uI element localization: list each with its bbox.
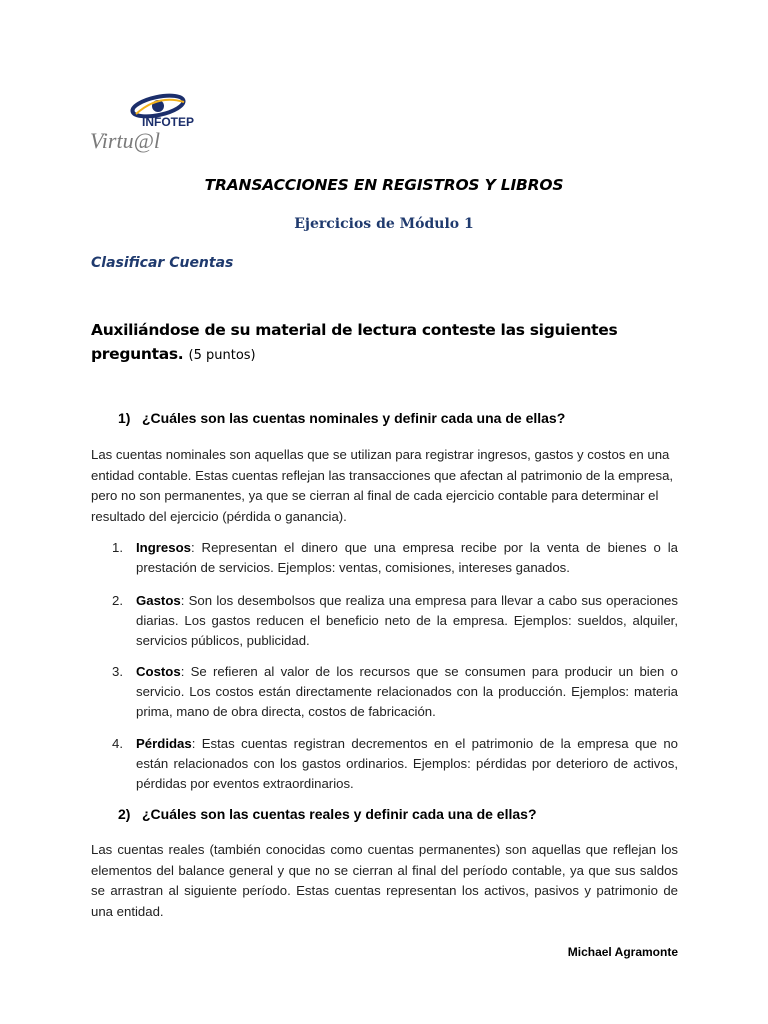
- question-2: [118, 806, 537, 822]
- logo-graphic: [88, 92, 198, 154]
- list-item-term: Ingresos: [136, 540, 191, 555]
- instructions-text: Auxiliándose de su material de lectura conteste las siguientes preguntas.: [91, 321, 618, 363]
- list-item: [112, 734, 678, 794]
- list-item: [112, 662, 678, 722]
- list-item-term: Pérdidas: [136, 736, 192, 751]
- section-heading: Clasificar Cuentas: [91, 255, 234, 271]
- author-name: Michael Agramonte: [567, 945, 678, 959]
- list-item-number: 1.: [112, 540, 123, 555]
- list-item: [112, 538, 678, 578]
- list-item-text: : Se refieren al valor de los recursos que se consumen para producir un bien o servicio. Los costos están directamente relacionados con la producción. Ejemplos: materia prima, mano de obra directa, costos de fabricación.: [136, 664, 678, 719]
- list-item-number: 4.: [112, 736, 123, 751]
- list-item-term: Gastos: [136, 593, 181, 608]
- logo-line1: INFOTEP: [142, 115, 195, 129]
- question-1: [118, 410, 565, 426]
- question-1-number: 1): [118, 410, 131, 426]
- list-item: [112, 591, 678, 651]
- page-subtitle: Ejercicios de Módulo 1: [294, 216, 474, 232]
- list-item-text: : Estas cuentas registran decrementos en el patrimonio de la empresa que no están relacionados con los gastos ordinarios. Ejemplos: pérdidas por deterioro de activos, pérdidas por eventos extraordinarios.: [136, 736, 678, 791]
- list-item-number: 3.: [112, 664, 123, 679]
- list-item-text: : Representan el dinero que una empresa recibe por la venta de bienes o la prestación de servicios. Ejemplos: ventas, comisiones, intereses ganados.: [136, 540, 678, 575]
- question-2-number: 2): [118, 806, 131, 822]
- instructions-points: (5 puntos): [188, 348, 256, 363]
- logo-line2: Virtu@l: [90, 128, 160, 153]
- instructions: [91, 318, 691, 368]
- question-2-text: ¿Cuáles son las cuentas reales y definir cada una de ellas?: [142, 806, 537, 822]
- question-1-text: ¿Cuáles son las cuentas nominales y definir cada una de ellas?: [142, 410, 566, 426]
- question-1-answer: Las cuentas nominales son aquellas que se utilizan para registrar ingresos, gastos y costos en una entidad contable. Estas cuentas reflejan las transacciones que afectan al patrimonio de la empresa, pero no son permanentes, ya que se cierran al final de cada ejercicio contable para determinar el resultado del ejercicio (pérdida o ganancia).: [91, 447, 674, 524]
- infotep-logo: [88, 92, 198, 154]
- list-item-term: Costos: [136, 664, 181, 679]
- page-title: TRANSACCIONES EN REGISTROS Y LIBROS: [204, 176, 564, 194]
- list-item-text: : Son los desembolsos que realiza una empresa para llevar a cabo sus operaciones diarias. Los gastos reducen el beneficio neto de la empresa. Ejemplos: sueldos, alquiler, servicios públicos, publicidad.: [136, 593, 678, 648]
- list-item-number: 2.: [112, 593, 123, 608]
- question-2-answer: Las cuentas reales (también conocidas como cuentas permanentes) son aquellas que reflejan los elementos del balance general y que no se cierran al final del período contable, ya que sus saldos se arrastran al siguiente período. Estas cuentas representan los activos, pasivos y patrimonio de una entidad.: [91, 842, 678, 919]
